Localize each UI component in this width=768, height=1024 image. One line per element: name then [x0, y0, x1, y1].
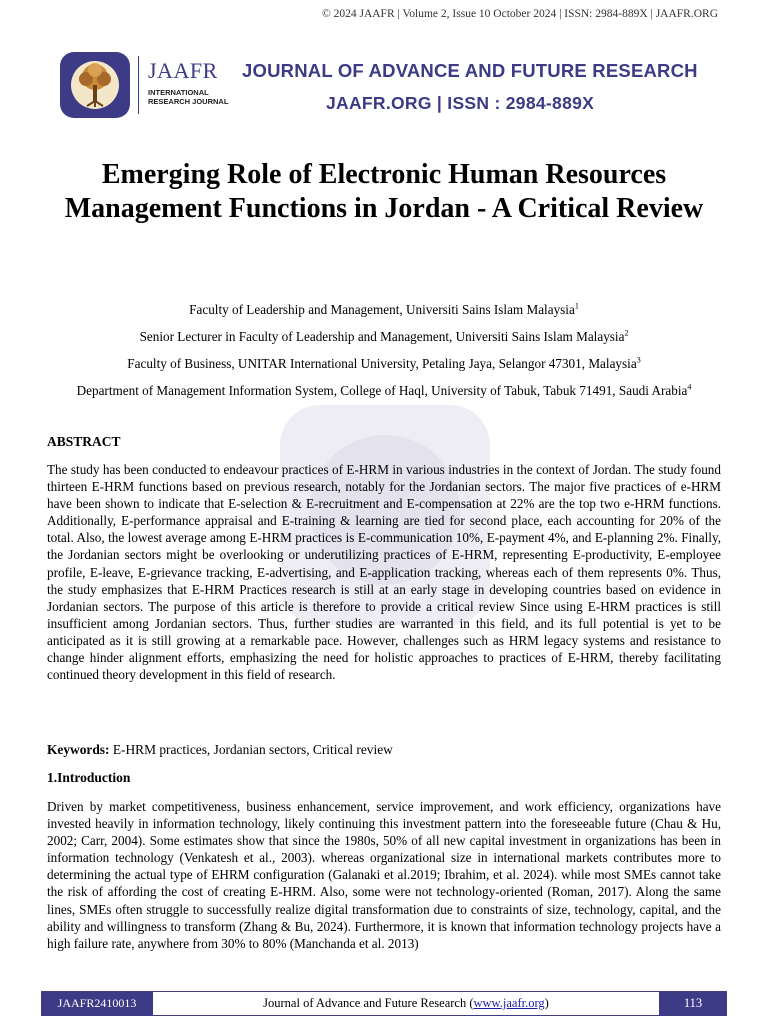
journal-masthead	[58, 52, 718, 120]
page-number: 113	[659, 992, 727, 1015]
logo-subtitle-line2: RESEARCH JOURNAL	[148, 97, 229, 106]
affiliation-4: Department of Management Information System, College of Haql, University of Tabuk, Tabuk 71491, Saudi Arabia$^4$	[76, 382, 692, 398]
journal-logo	[60, 52, 130, 118]
affiliation-2: Senior Lecturer in Faculty of Leadership and Management, Universiti Sains Islam Malaysia$^2$	[139, 328, 629, 344]
tree-icon	[68, 59, 122, 111]
abstract-text: The study has been conducted to endeavour practices of E-HRM in various industries in the context of Jordan. The study found thirteen E-HRM functions based on previous research, notably for the Jordanian sectors. The major five practices of e-HRM have been shown to indicate that E-selection & E-recruitment and E-compensation at 22% are the top two e-HRM functions. Additionally, E-performance appraisal and E-training & learning are tied for second place, each accounting for 20% of the total. Also, the lowest average among E-HRM practices is E-communication 10%, E-payment 4%, and E-planning 2%. Finally, the Jordanian sectors might be overlooking or underutilizing practices of E-HRM, representing E-productivity, E-employee profile, E-leave, E-grievance tracking, E-advertising, and E-application tracking, whereas each of them represents 0%. Thus, the study emphasizes that E-HRM Practices research is still at an early stage in developing countries based on evidence in Jordanian sectors. The purpose of this article is therefore to provide a critical review Since using E-HRM practices is still insufficient among Jordanian sectors. Thus, further studies are warranted in this field, and its full potential is yet to be anticipated as it is still growing at a remarkable pace. However, challenges such as HRM legacy systems and resistance to change hinder alignment efforts, emphasizing the need for holistic approaches to practices of E-HRM, thereby facilitating continued theory development in this field of research.	[47, 462, 721, 683]
keywords	[47, 742, 393, 758]
paper-title: Emerging Role of Electronic Human Resources Management Functions in Jordan - A Critical Review	[64, 159, 704, 224]
affiliation-1: Faculty of Leadership and Management, Universiti Sains Islam Malaysia$^1$	[189, 301, 579, 317]
logo-subtitle-line1: INTERNATIONAL	[148, 88, 209, 97]
logo-wordmark: JAAFR	[148, 58, 218, 83]
journal-title: JOURNAL OF ADVANCE AND FUTURE RESEARCH	[242, 60, 698, 81]
keywords-list: E-HRM practices, Jordanian sectors, Critical review	[112, 742, 393, 757]
logo-divider	[138, 56, 139, 114]
journal-website-link[interactable]: www.jaafr.org	[473, 996, 545, 1010]
journal-website-issn: JAAFR.ORG | ISSN : 2984-889X	[326, 93, 595, 113]
abstract-heading: ABSTRACT	[47, 434, 121, 449]
section-heading-introduction: 1.Introduction	[47, 770, 131, 785]
footer-journal: Journal of Advance and Future Research ( www.jaafr.org )	[263, 996, 549, 1010]
header-citation: © 2024 JAAFR | Volume 2, Issue 10 October 2024 | ISSN: 2984-889X | JAAFR.ORG	[321, 8, 718, 20]
keywords-label: Keywords:	[47, 742, 110, 757]
page-footer	[41, 991, 727, 1016]
affiliation-3: Faculty of Business, UNITAR International University, Petaling Jaya, Selangor 47301, Malaysia$^3$	[127, 355, 641, 371]
introduction-text: Driven by market competitiveness, business enhancement, service improvement, and work efficiency, organizations have invested heavily in information technology, likely continuing this investment pattern into the foreseeable future (Chau & Hu, 2002; Carr, 2004). Some estimates show that since the 1980s, 50% of all new capital investment in organizations has been in information technology (Venkatesh et al., 2003). whereas organizational size in international markets contributes more to determining the actual type of EHRM configuration (Galanaki et al.2019; Ibrahim, et al. 2024). while most SMEs cannot take the risk of affording the cost of creating E-HRM. Also, some were not technology-oriented (Roman, 2017). Along the same lines, SMEs often struggle to successfully realize digital transformation due to constraints of size, technology, capital, and the ability and willingness to transform (Zhang & Bu, 2024). Furthermore, it is known that information technology projects have a high failure rate, anywhere from 30% to 80% (Manchanda et al. 2013)	[47, 799, 721, 951]
paper-id: JAAFR2410013	[41, 992, 153, 1015]
affiliations	[46, 302, 722, 410]
logo-subtitle	[148, 88, 228, 106]
